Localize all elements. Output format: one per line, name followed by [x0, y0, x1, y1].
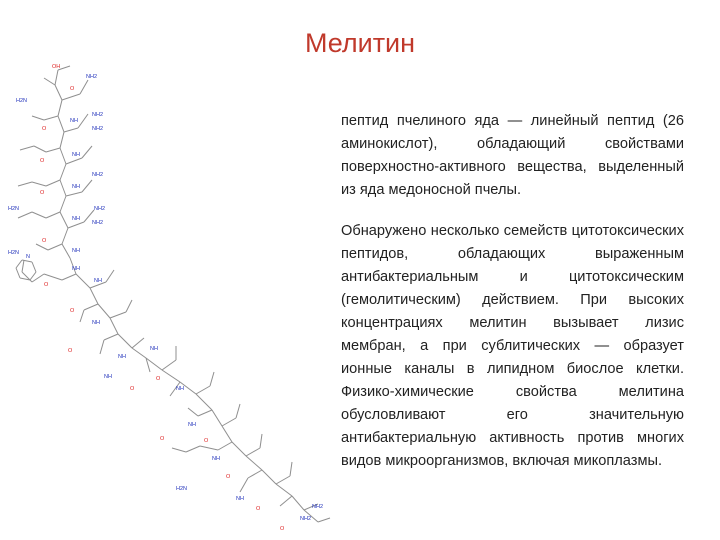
bond — [80, 310, 84, 322]
description-paragraph: Обнаружено несколько семейств цитотоксических пептидов, обладающих выраженным антибактериальным и цитотоксическим (гемолитическим) действием. При высоких концентрациях мелитин вызывает лизис мембран, а при сублитических — образует ионные каналы в липидном биослое клетки. Физико-химические свойства мелитина обусловливают его значительную антибактериальную активность против многих видов микроорганизмов, включая микоплазмы. — [341, 223, 684, 469]
bond — [218, 442, 232, 450]
atom-label: H2N — [16, 98, 28, 104]
bond — [126, 300, 132, 312]
atom-label: H2N — [8, 250, 20, 256]
bond — [44, 78, 55, 85]
bond — [60, 212, 68, 228]
atom-label: NH2 — [86, 74, 98, 80]
bond — [292, 496, 304, 510]
bond — [162, 360, 176, 370]
bond — [16, 260, 22, 268]
bond — [22, 272, 32, 282]
atom-label: NH2 — [312, 504, 324, 510]
atom-label: NH — [150, 346, 158, 352]
bond — [276, 484, 292, 496]
bond — [200, 446, 218, 450]
atom-label: NH — [236, 496, 244, 502]
slide-title: Мелитин — [304, 28, 416, 58]
bond — [246, 456, 262, 470]
bond — [62, 94, 80, 100]
bond — [32, 262, 36, 272]
bond — [240, 478, 248, 492]
bond — [222, 426, 232, 442]
atom-label: NH2 — [300, 516, 312, 522]
bond — [82, 146, 92, 158]
bond — [58, 100, 62, 116]
bond — [100, 340, 104, 354]
bond — [118, 334, 132, 348]
bond — [186, 446, 200, 452]
bond — [60, 196, 66, 212]
bond — [55, 85, 62, 100]
atom-label: NH — [92, 320, 100, 326]
bond — [262, 470, 276, 484]
atom-label: NH — [118, 354, 126, 360]
bond — [276, 476, 290, 484]
bond — [78, 114, 88, 128]
bond — [30, 272, 36, 280]
bond — [196, 394, 212, 410]
bond — [236, 404, 240, 418]
bond — [48, 244, 62, 250]
atom-label: NH — [72, 266, 80, 272]
bond — [60, 164, 66, 180]
bond — [58, 116, 64, 132]
bond — [98, 304, 110, 318]
atom-label: O — [70, 86, 75, 92]
atom-label: O — [42, 238, 47, 244]
bond — [290, 462, 292, 476]
bond — [260, 434, 262, 448]
atom-label: O — [156, 376, 161, 382]
atom-label: NH — [72, 184, 80, 190]
bond — [172, 448, 186, 452]
bond — [44, 274, 62, 280]
bond — [104, 334, 118, 340]
bond — [36, 244, 48, 250]
atom-label: NH2 — [94, 206, 106, 212]
atom-label: O — [44, 282, 49, 288]
atom-label: NH — [94, 278, 102, 284]
bond — [80, 80, 88, 94]
atom-label: NH — [72, 248, 80, 254]
bond — [132, 338, 144, 348]
atom-label: O — [204, 438, 209, 444]
bond — [32, 212, 46, 218]
bond — [210, 372, 214, 386]
atom-label: NH — [176, 386, 184, 392]
atom-label: O — [70, 308, 75, 314]
bond — [32, 116, 44, 120]
bond — [16, 268, 20, 278]
bond — [232, 442, 246, 456]
bond — [188, 408, 198, 416]
atom-label: O — [226, 474, 231, 480]
atom-label: NH2 — [92, 126, 104, 132]
atom-label: NH2 — [92, 172, 104, 178]
atom-label: O — [42, 126, 47, 132]
bond — [82, 180, 92, 192]
atom-label: H2N — [8, 206, 20, 212]
bond — [246, 448, 260, 456]
bond — [248, 470, 262, 478]
bond — [44, 116, 58, 120]
atom-label: O — [160, 436, 165, 442]
bond — [212, 410, 222, 426]
bond — [106, 270, 114, 282]
definition-paragraph: пептид пчелиного яда — линейный пептид (26 аминокислот), обладающий свойствами поверхностно-активного вещества, выделенный из яда медоносной пчелы. — [341, 113, 684, 198]
atom-label: OH — [52, 64, 61, 70]
atom-label: NH2 — [92, 112, 104, 118]
bond — [46, 180, 60, 186]
bond — [66, 158, 82, 164]
bond — [68, 222, 84, 228]
bond — [66, 192, 82, 196]
bond — [22, 260, 24, 272]
bond — [46, 212, 60, 218]
bond — [110, 318, 118, 334]
atom-label: NH — [70, 118, 78, 124]
bond — [198, 410, 212, 416]
atom-label: O — [280, 526, 285, 530]
bond — [62, 274, 76, 280]
bond — [132, 348, 146, 358]
atom-label: NH — [72, 152, 80, 158]
atom-label: O — [130, 386, 135, 392]
bond — [18, 212, 32, 218]
bond — [60, 132, 64, 148]
atom-label: NH2 — [92, 220, 104, 226]
bond — [64, 128, 78, 132]
bond — [84, 304, 98, 310]
atom-label: O — [40, 158, 45, 164]
bond — [318, 518, 330, 522]
atom-label: NH — [104, 374, 112, 380]
bond — [90, 288, 98, 304]
bond — [110, 312, 126, 318]
bond — [60, 180, 66, 196]
bond — [32, 182, 46, 186]
atom-label: NH — [212, 456, 220, 462]
atom-label: N — [26, 254, 30, 260]
bond — [60, 148, 66, 164]
bond — [20, 146, 34, 150]
bond — [62, 244, 70, 258]
atom-label: O — [68, 348, 73, 354]
atom-label: O — [40, 190, 45, 196]
atom-label: NH — [72, 216, 80, 222]
atom-label: H2N — [176, 486, 188, 492]
bond — [18, 182, 32, 186]
bond — [62, 228, 68, 244]
melittin-structure-diagram — [0, 60, 345, 530]
bond — [280, 496, 292, 506]
atom-label: NH — [188, 422, 196, 428]
bond — [222, 418, 236, 426]
bond — [76, 274, 90, 288]
bond — [196, 386, 210, 394]
bond — [162, 370, 180, 382]
bond — [46, 148, 60, 152]
bond — [55, 70, 58, 85]
bond — [34, 146, 46, 152]
atom-label: O — [256, 506, 261, 512]
